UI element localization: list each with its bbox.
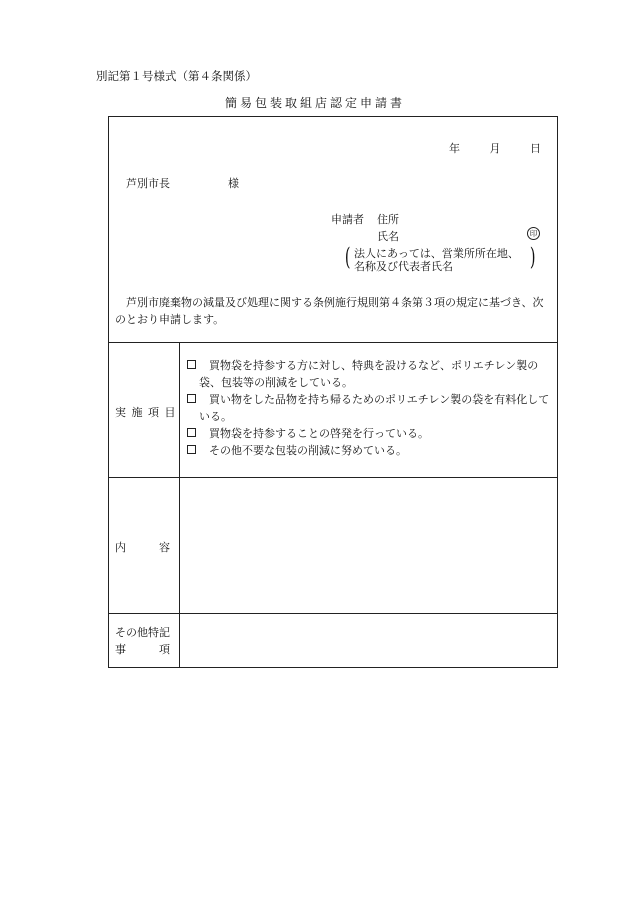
divider (109, 477, 557, 478)
item-text: 買い物をした品物を持ち帰るためのポリエチレン製の袋を有料化している。 (199, 393, 550, 423)
date-month: 月 (489, 142, 501, 155)
address-label: 住所 (377, 213, 399, 226)
date-year: 年 (449, 142, 460, 155)
date-day: 日 (530, 142, 541, 155)
corporate-note-line2: 名称及び代表者氏名 (354, 260, 453, 273)
applicant-label: 申請者 (331, 213, 364, 226)
date-row (423, 140, 541, 156)
other-notes-label-line1: その他特記 (115, 626, 170, 639)
item-text: その他不要な包装の削減に努めている。 (209, 444, 407, 457)
form-label: 別記第１号様式（第４条関係） (96, 69, 257, 83)
item-text: 買物袋を持参することの啓発を行っている。 (209, 427, 429, 440)
left-paren: ( (344, 243, 351, 271)
corporate-note (344, 243, 536, 273)
checkbox[interactable] (187, 360, 196, 369)
divider (109, 613, 557, 614)
other-notes-label-line2: 事 項 (115, 643, 170, 656)
addressee (126, 175, 239, 191)
checkbox[interactable] (187, 428, 196, 437)
addressee-honorific: 様 (228, 177, 239, 190)
seal-mark: 印 (527, 227, 540, 240)
column-divider (179, 342, 180, 668)
item-4 (187, 442, 553, 459)
items-label: 実 施 項 目 (115, 406, 177, 419)
checkbox[interactable] (187, 394, 196, 403)
divider (109, 342, 557, 343)
implementation-items (187, 357, 553, 459)
item-2 (187, 391, 553, 425)
checkbox[interactable] (187, 445, 196, 454)
application-form-table (108, 116, 558, 668)
name-label: 氏名 (377, 230, 399, 243)
content-label: 内 容 (115, 541, 170, 554)
application-statement: 芦別市廃棄物の減量及び処理に関する条例施行規則第４条第３項の規定に基づき、次のとおり申請します。 (115, 296, 544, 326)
item-text: 買物袋を持参する方に対し、特典を設けるなど、ポリエチレン製の袋、包装等の削減をしている。 (199, 359, 539, 389)
item-1 (187, 357, 553, 391)
corporate-note-line1: 法人にあっては、営業所所在地、 (354, 247, 519, 260)
item-3 (187, 425, 553, 442)
addressee-name: 芦別市長 (126, 177, 170, 190)
right-paren: ) (529, 243, 536, 271)
document-title: 簡易包装取組店認定申請書 (224, 96, 405, 110)
